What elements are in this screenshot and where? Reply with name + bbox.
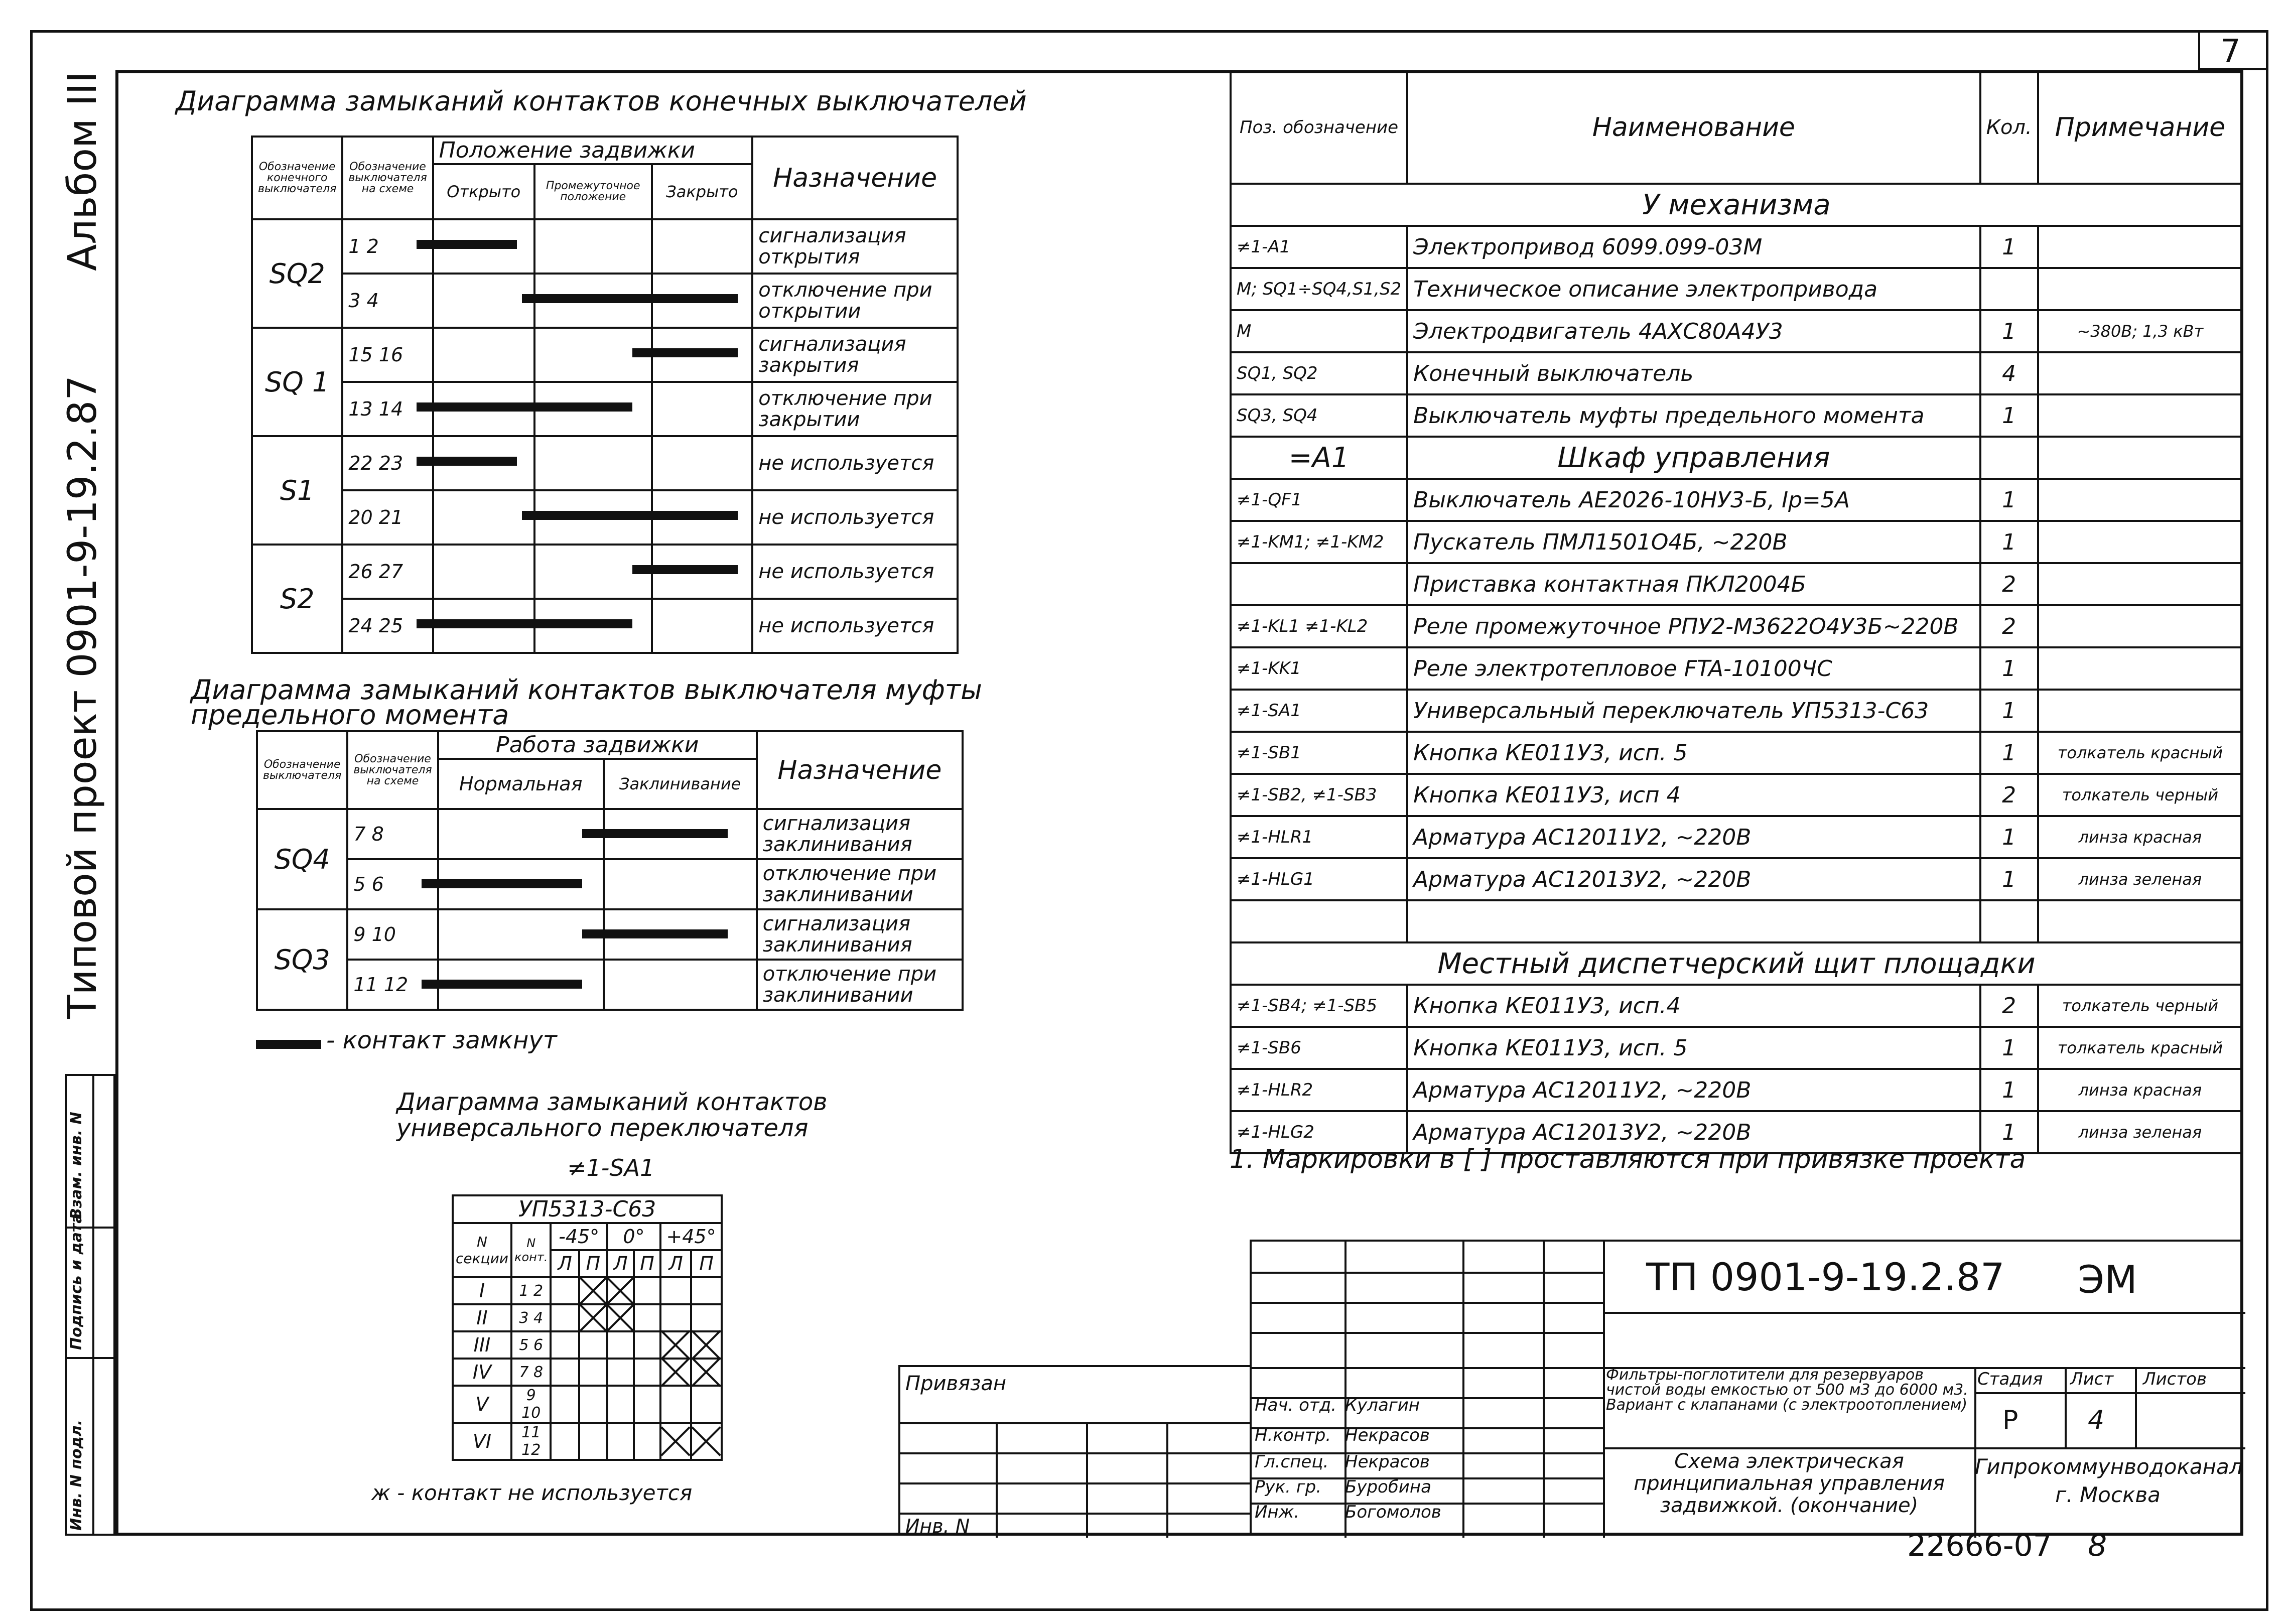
spec-pos: ≠1-SB1	[1231, 732, 1407, 774]
contact-bar	[582, 929, 728, 938]
contact-row	[453, 1423, 722, 1460]
contact-numbers: 11 12	[511, 1423, 551, 1460]
spec-qty: 1	[1980, 479, 2038, 521]
hdr-t-normal: Нормальная	[438, 759, 604, 809]
contact-cell	[634, 1304, 660, 1331]
spec-pos: M; SQ1÷SQ4,S1,S2	[1231, 268, 1407, 310]
contact-cell	[607, 1386, 634, 1423]
stage-value: Р	[2002, 1405, 2018, 1435]
contact-closed-mark	[607, 1277, 634, 1304]
contact-closed-mark	[660, 1423, 691, 1460]
contact-cell	[691, 1304, 722, 1331]
section-number: II	[453, 1304, 511, 1331]
spec-name: Кнопка КЕ011У3, исп.4	[1407, 985, 1980, 1027]
sheet-value: 4	[2088, 1405, 2105, 1435]
contact-cell	[691, 1386, 722, 1423]
hdr-right: П	[691, 1250, 722, 1277]
switch-model: УП5313-С63	[453, 1195, 722, 1223]
contact-numbers: 5 6	[511, 1331, 551, 1359]
spec-row	[1231, 774, 2242, 816]
spec-note	[2038, 268, 2242, 310]
spec-note: толкатель красный	[2038, 1027, 2242, 1069]
purpose-s2-2: не используется	[752, 599, 958, 653]
spec-name: Пускатель ПМЛ1501О4Б, ~220В	[1407, 521, 1980, 563]
spec-row	[1231, 268, 2242, 310]
contact-bar	[522, 511, 738, 520]
spec-section-title: У механизма	[1231, 184, 2242, 226]
spec-name: Выключатель АЕ2026-10НУ3-Б, Iр=5А	[1407, 479, 1980, 521]
spec-pos: ≠1-A1	[1231, 226, 1407, 268]
contact-cell	[607, 1359, 634, 1386]
legend-bar	[256, 1040, 321, 1049]
contact-bar	[417, 457, 517, 466]
spec-hdr-note: Примечание	[2038, 71, 2242, 184]
spec-row	[1231, 184, 2242, 226]
spec-row	[1231, 394, 2242, 437]
spec-note	[2038, 521, 2242, 563]
spec-note	[2038, 563, 2242, 605]
contact-cell	[551, 1359, 579, 1386]
contacts-1-2: 1 2	[342, 219, 433, 274]
bound-box	[898, 1365, 1250, 1536]
contact-cell	[634, 1423, 660, 1460]
contact-cell	[634, 1386, 660, 1423]
spec-note: ~380В; 1,3 кВт	[2038, 310, 2242, 352]
spec-pos: ≠1-HLG1	[1231, 858, 1407, 900]
contacts-9-10: 9 10	[347, 909, 438, 960]
signature-role: Н.контр.	[1255, 1425, 1331, 1445]
contact-cell	[551, 1423, 579, 1460]
spec-name: Арматура АС12013У2, ~220В	[1407, 858, 1980, 900]
spec-pos: ≠1-KL1 ≠1-KL2	[1231, 605, 1407, 647]
section-number: I	[453, 1277, 511, 1304]
spec-name: Кнопка КЕ011У3, исп 4	[1407, 774, 1980, 816]
spec-pos: ≠1-KK1	[1231, 647, 1407, 690]
contact-cell	[634, 1359, 660, 1386]
spec-name: Техническое описание электропривода	[1407, 268, 1980, 310]
doc-mark: ЭМ	[2078, 1257, 2137, 1302]
stamp-field-inv: Инв. N подл.	[68, 1419, 85, 1531]
sheet-title: Схема электрическая принципиальная управления задвижкой. (окончание)	[1634, 1450, 1945, 1517]
spec-pos: ≠1-SB2, ≠1-SB3	[1231, 774, 1407, 816]
contact-numbers: 7 8	[511, 1359, 551, 1386]
organization: Гипрокоммунводоканал г. Москва	[1975, 1454, 2243, 1507]
spec-empty-cell	[1980, 437, 2038, 479]
spec-name: Конечный выключатель	[1407, 352, 1980, 394]
spec-row	[1231, 310, 2242, 352]
spec-note: толкатель черный	[2038, 985, 2242, 1027]
hdr-left: Л	[607, 1250, 634, 1277]
contact-row	[453, 1304, 722, 1331]
stamp-field-replace: Взам. инв. N	[68, 1112, 85, 1220]
spec-row	[1231, 479, 2242, 521]
spec-empty-cell	[1980, 900, 2038, 942]
purpose-sq1-2: отключение при закрытии	[752, 382, 958, 436]
spec-hdr-name: Наименование	[1407, 71, 1980, 184]
stamp-field-sign: Подпись и дата	[68, 1213, 85, 1350]
spec-row	[1231, 647, 2242, 690]
contact-closed-mark	[691, 1423, 722, 1460]
contacts-15-16: 15 16	[342, 328, 433, 382]
contact-cell	[579, 1423, 607, 1460]
legend-text: - контакт замкнут	[326, 1026, 557, 1054]
spec-pos: ≠1-HLG2	[1231, 1111, 1407, 1153]
spec-empty-cell	[2038, 437, 2242, 479]
spec-table	[1230, 70, 2243, 1154]
contact-cell	[691, 1277, 722, 1304]
spec-empty-cell	[2038, 900, 2242, 942]
spec-row	[1231, 985, 2242, 1027]
spec-row	[1231, 226, 2242, 268]
contact-cell	[660, 1277, 691, 1304]
contact-bar	[582, 829, 728, 838]
hdr-purpose: Назначение	[752, 137, 958, 219]
hdr-left: Л	[551, 1250, 579, 1277]
spec-qty: 1	[1980, 226, 2038, 268]
stage-label: Стадия	[1977, 1369, 2043, 1389]
contact-closed-mark	[691, 1359, 722, 1386]
spec-row	[1231, 900, 2242, 942]
contact-closed-mark	[660, 1359, 691, 1386]
contacts-7-8: 7 8	[347, 809, 438, 859]
signature-name: Богомолов	[1345, 1502, 1441, 1522]
spec-row	[1231, 1027, 2242, 1069]
spec-name: Арматура АС12011У2, ~220В	[1407, 1069, 1980, 1111]
contact-bar	[522, 294, 738, 303]
bottom-sheet: 8	[2088, 1528, 2107, 1563]
hdr-right: П	[579, 1250, 607, 1277]
purpose-sq4-2: отключение при заклинивании	[757, 859, 963, 909]
spec-section-pos: =A1	[1231, 437, 1407, 479]
contact-cell	[551, 1331, 579, 1359]
purpose-s1-1: не используется	[752, 436, 958, 490]
spec-hdr-qty: Кол.	[1980, 71, 2038, 184]
hdr-pos3: +45°	[660, 1223, 722, 1250]
signature-name: Некрасов	[1345, 1452, 1430, 1472]
spec-name: Арматура АС12013У2, ~220В	[1407, 1111, 1980, 1153]
hdr-t-contact-designation: Обозначение выключателя на схеме	[347, 731, 438, 809]
hdr-valve-position: Положение задвижки	[433, 137, 753, 164]
spec-pos: ≠1-HLR2	[1231, 1069, 1407, 1111]
limit-switch-diagram-title: Диаграмма замыканий контактов конечных выключателей	[176, 85, 1027, 117]
hdr-contact-designation: Обозначение выключателя на схеме	[342, 137, 433, 219]
spec-row	[1231, 563, 2242, 605]
device-sq2: SQ2	[252, 219, 342, 328]
contact-bar	[417, 240, 517, 249]
sheet-label: Лист	[2070, 1369, 2114, 1389]
spec-row	[1231, 521, 2242, 563]
contacts-26-27: 26 27	[342, 545, 433, 599]
spec-pos: ≠1-SA1	[1231, 690, 1407, 732]
hdr-t-operation: Работа задвижки	[438, 731, 757, 759]
signature-role: Гл.спец.	[1255, 1452, 1329, 1472]
contact-cell	[607, 1331, 634, 1359]
spec-note	[2038, 647, 2242, 690]
spec-note	[2038, 394, 2242, 437]
spec-empty-cell	[1407, 900, 1980, 942]
spec-note: линза красная	[2038, 1069, 2242, 1111]
purpose-sq3-2: отключение при заклинивании	[757, 960, 963, 1010]
section-number: III	[453, 1331, 511, 1359]
spec-row	[1231, 816, 2242, 858]
signature-name: Буробина	[1345, 1477, 1431, 1497]
contact-cell	[551, 1304, 579, 1331]
hdr-pos1: -45°	[551, 1223, 607, 1250]
hdr-t-purpose: Назначение	[757, 731, 963, 809]
spec-pos: ≠1-KM1; ≠1-KM2	[1231, 521, 1407, 563]
spec-name: Электропривод 6099.099-03М	[1407, 226, 1980, 268]
spec-name: Реле электротепловое FTA-10100ЧС	[1407, 647, 1980, 690]
spec-note: толкатель красный	[2038, 732, 2242, 774]
device-sq3: SQ3	[257, 909, 347, 1010]
universal-switch-footnote: ж - контакт не используется	[371, 1480, 693, 1505]
contacts-22-23: 22 23	[342, 436, 433, 490]
contact-cell	[579, 1331, 607, 1359]
spec-note: линза красная	[2038, 816, 2242, 858]
contact-closed-mark	[607, 1304, 634, 1331]
spec-qty: 2	[1980, 563, 2038, 605]
spec-footnote: 1. Маркировки в [ ] проставляются при привязке проекта	[1230, 1144, 2026, 1174]
spec-name: Приставка контактная ПКЛ2004Б	[1407, 563, 1980, 605]
contact-numbers: 3 4	[511, 1304, 551, 1331]
spec-qty: 1	[1980, 690, 2038, 732]
purpose-sq2-2: отключение при открытии	[752, 274, 958, 328]
purpose-sq3-1: сигнализация заклинивания	[757, 909, 963, 960]
torque-switch-diagram-title: Диаграмма замыканий контактов выключателя муфты предельного момента	[191, 674, 982, 731]
spec-row	[1231, 437, 2242, 479]
hdr-pos2: 0°	[607, 1223, 660, 1250]
purpose-sq2-1: сигнализация открытия	[752, 219, 958, 274]
signature-role: Нач. отд.	[1255, 1395, 1337, 1415]
contacts-3-4: 3 4	[342, 274, 433, 328]
spec-name: Электродвигатель 4АХС80А4У3	[1407, 310, 1980, 352]
universal-switch-table	[452, 1194, 723, 1461]
spec-row	[1231, 605, 2242, 647]
contact-cell	[607, 1423, 634, 1460]
device-s1: S1	[252, 436, 342, 545]
device-sq4: SQ4	[257, 809, 347, 909]
spec-qty: 1	[1980, 310, 2038, 352]
spec-pos: ≠1-SB4; ≠1-SB5	[1231, 985, 1407, 1027]
spec-pos: M	[1231, 310, 1407, 352]
spec-empty-cell	[1231, 900, 1407, 942]
project-description: Фильтры-поглотители для резервуаров чистой воды емкостью от 500 м3 до 6000 м3. Вариант с клапанами (с электроотоплением)	[1606, 1366, 1968, 1414]
sheet-number-box	[2198, 30, 2268, 70]
contact-cell	[579, 1386, 607, 1423]
purpose-s1-2: не используется	[752, 490, 958, 545]
spec-qty: 1	[1980, 1027, 2038, 1069]
album-label: Альбом III	[60, 71, 105, 271]
spec-note: линза зеленая	[2038, 1111, 2242, 1153]
hdr-section: N секции	[453, 1223, 511, 1277]
contact-closed-mark	[579, 1277, 607, 1304]
spec-qty: 1	[1980, 858, 2038, 900]
hdr-t-designation: Обозначение выключателя	[257, 731, 347, 809]
signature-name: Кулагин	[1345, 1395, 1420, 1415]
spec-pos: ≠1-QF1	[1231, 479, 1407, 521]
purpose-sq1-1: сигнализация закрытия	[752, 328, 958, 382]
contact-cell	[634, 1277, 660, 1304]
spec-note: толкатель черный	[2038, 774, 2242, 816]
sheets-label: Листов	[2143, 1369, 2207, 1389]
contacts-13-14: 13 14	[342, 382, 433, 436]
contact-cell	[660, 1304, 691, 1331]
spec-name: Кнопка КЕ011У3, исп. 5	[1407, 1027, 1980, 1069]
hdr-contact: N конт.	[511, 1223, 551, 1277]
contact-bar	[417, 619, 632, 628]
contact-row	[453, 1277, 722, 1304]
spec-qty: 1	[1980, 816, 2038, 858]
spec-qty: 1	[1980, 521, 2038, 563]
project-label: Типовой проект 0901-9-19.2.87	[60, 375, 105, 1019]
spec-pos: SQ3, SQ4	[1231, 394, 1407, 437]
spec-row	[1231, 352, 2242, 394]
spec-section-title: Шкаф управления	[1407, 437, 1980, 479]
spec-qty: 2	[1980, 605, 2038, 647]
contact-row	[453, 1359, 722, 1386]
contact-cell	[634, 1331, 660, 1359]
contact-closed-mark	[579, 1304, 607, 1331]
spec-note	[2038, 605, 2242, 647]
spec-note	[2038, 479, 2242, 521]
hdr-closed: Закрыто	[652, 164, 753, 219]
spec-qty: 1	[1980, 1111, 2038, 1153]
section-number: IV	[453, 1359, 511, 1386]
hdr-left: Л	[660, 1250, 691, 1277]
spec-name: Арматура АС12011У2, ~220В	[1407, 816, 1980, 858]
contact-bar	[422, 980, 582, 989]
spec-pos	[1231, 563, 1407, 605]
universal-switch-designation: ≠1-SA1	[567, 1154, 655, 1181]
spec-pos: ≠1-SB6	[1231, 1027, 1407, 1069]
contact-row	[453, 1386, 722, 1423]
contact-cell	[660, 1386, 691, 1423]
spec-pos: ≠1-HLR1	[1231, 816, 1407, 858]
contact-cell	[579, 1359, 607, 1386]
spec-section-title: Местный диспетчерский щит площадки	[1231, 942, 2242, 985]
spec-row	[1231, 858, 2242, 900]
spec-name: Кнопка КЕ011У3, исп. 5	[1407, 732, 1980, 774]
contact-bar	[417, 402, 632, 412]
spec-row	[1231, 690, 2242, 732]
purpose-sq4-1: сигнализация заклинивания	[757, 809, 963, 859]
bottom-code: 22666-07	[1907, 1528, 2052, 1563]
spec-qty: 1	[1980, 1069, 2038, 1111]
hdr-designation: Обозначение конечного выключателя	[252, 137, 342, 219]
section-number: V	[453, 1386, 511, 1423]
device-s2: S2	[252, 545, 342, 653]
contacts-20-21: 20 21	[342, 490, 433, 545]
contact-numbers: 9 10	[511, 1386, 551, 1423]
contact-closed-mark	[691, 1331, 722, 1359]
bound-label: Привязан	[905, 1372, 1007, 1395]
contact-bar	[632, 348, 738, 357]
hdr-right: П	[634, 1250, 660, 1277]
hdr-open: Открыто	[433, 164, 534, 219]
purpose-s2-1: не используется	[752, 545, 958, 599]
spec-note	[2038, 690, 2242, 732]
spec-qty: 2	[1980, 774, 2038, 816]
contacts-11-12: 11 12	[347, 960, 438, 1010]
spec-qty: 1	[1980, 394, 2038, 437]
spec-name: Универсальный переключатель УП5313-С63	[1407, 690, 1980, 732]
spec-row	[1231, 942, 2242, 985]
spec-note: линза зеленая	[2038, 858, 2242, 900]
contact-bar	[422, 879, 582, 888]
device-sq1: SQ 1	[252, 328, 342, 436]
signature-role: Инж.	[1255, 1502, 1300, 1522]
universal-switch-diagram-title: Диаграмма замыканий контактов универсального переключателя	[396, 1088, 828, 1142]
limit-switch-table	[251, 136, 959, 654]
contact-row	[453, 1331, 722, 1359]
spec-note	[2038, 226, 2242, 268]
spec-name: Реле промежуточное РПУ2-М3622О4У3Б~220В	[1407, 605, 1980, 647]
contact-bar	[632, 565, 738, 574]
spec-row	[1231, 1069, 2242, 1111]
contact-numbers: 1 2	[511, 1277, 551, 1304]
contacts-5-6: 5 6	[347, 859, 438, 909]
hdr-intermediate: Промежуточное положение	[534, 164, 652, 219]
inv-label: Инв. N	[905, 1515, 970, 1537]
sheet-number: 7	[2220, 33, 2241, 70]
spec-qty: 2	[1980, 985, 2038, 1027]
spec-name: Выключатель муфты предельного момента	[1407, 394, 1980, 437]
spec-qty	[1980, 268, 2038, 310]
spec-pos: SQ1, SQ2	[1231, 352, 1407, 394]
contact-closed-mark	[660, 1331, 691, 1359]
contact-cell	[551, 1386, 579, 1423]
contacts-24-25: 24 25	[342, 599, 433, 653]
section-number: VI	[453, 1423, 511, 1460]
contact-cell	[551, 1277, 579, 1304]
spec-row	[1231, 732, 2242, 774]
spec-note	[2038, 352, 2242, 394]
signature-name: Некрасов	[1345, 1425, 1430, 1445]
doc-code: ТП 0901-9-19.2.87	[1646, 1255, 2005, 1299]
spec-qty: 1	[1980, 647, 2038, 690]
spec-qty: 4	[1980, 352, 2038, 394]
signature-role: Рук. гр.	[1255, 1477, 1322, 1497]
spec-hdr-pos: Поз. обозначение	[1231, 71, 1407, 184]
spec-qty: 1	[1980, 732, 2038, 774]
torque-switch-table	[256, 730, 964, 1011]
hdr-t-jamming: Заклинивание	[604, 759, 757, 809]
